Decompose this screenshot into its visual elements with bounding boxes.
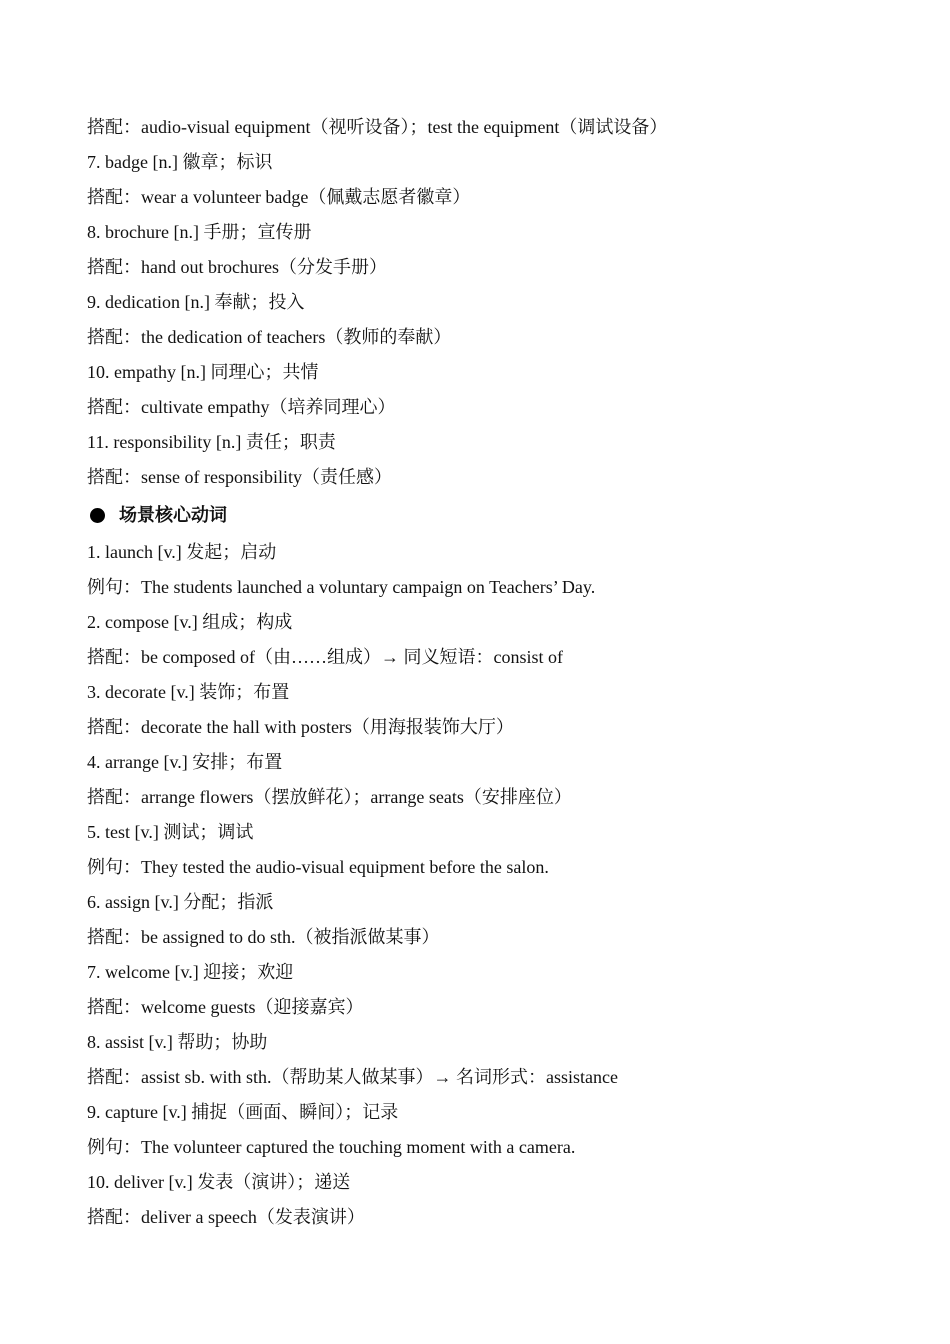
text-line: 1. launch [v.] 发起；启动: [87, 542, 277, 562]
text-line: 2. compose [v.] 组成；构成: [87, 612, 293, 632]
text-line: 搭配：arrange flowers（摆放鲜花）；arrange seats（安排座位）: [87, 787, 572, 807]
document-content: [87, 110, 887, 1235]
text-line: 搭配：deliver a speech（发表演讲）: [87, 1207, 365, 1227]
text-line: 例句：They tested the audio-visual equipment before the salon.: [87, 857, 549, 877]
text-line: 搭配：wear a volunteer badge（佩戴志愿者徽章）: [87, 187, 471, 207]
text-line: 4. arrange [v.] 安排；布置: [87, 752, 283, 772]
text-line: 搭配：audio-visual equipment（视听设备）；test the equipment（调试设备）: [87, 117, 668, 137]
text-line: 10. empathy [n.] 同理心；共情: [87, 362, 319, 382]
text-line: 搭配：the dedication of teachers（教师的奉献）: [87, 327, 452, 347]
bullet-icon: [90, 508, 105, 523]
text-line: 9. capture [v.] 捕捉（画面、瞬间）；记录: [87, 1102, 399, 1122]
text-line: 例句：The students launched a voluntary campaign on Teachers’ Day.: [87, 577, 596, 597]
text-line: 6. assign [v.] 分配；指派: [87, 892, 274, 912]
section-heading: [87, 495, 887, 535]
text-line: 搭配：be composed of（由……组成）→ 同义短语：consist of: [87, 647, 563, 667]
text-line: 搭配：cultivate empathy（培养同理心）: [87, 397, 396, 417]
text-line: 7. badge [n.] 徽章；标识: [87, 152, 273, 172]
text-line: 搭配：hand out brochures（分发手册）: [87, 257, 387, 277]
text-line: 搭配：welcome guests（迎接嘉宾）: [87, 997, 364, 1017]
text-line: 搭配：decorate the hall with posters（用海报装饰大厅）: [87, 717, 514, 737]
text-line: 11. responsibility [n.] 责任；职责: [87, 432, 336, 452]
text-line: 例句：The volunteer captured the touching moment with a camera.: [87, 1137, 576, 1157]
text-line: 7. welcome [v.] 迎接；欢迎: [87, 962, 294, 982]
text-line: 搭配：assist sb. with sth.（帮助某人做某事）→ 名词形式：assistance: [87, 1067, 618, 1087]
text-line: 9. dedication [n.] 奉献；投入: [87, 292, 305, 312]
text-line: 5. test [v.] 测试；调试: [87, 822, 254, 842]
text-line: 搭配：sense of responsibility（责任感）: [87, 467, 392, 487]
text-line: 10. deliver [v.] 发表（演讲）；递送: [87, 1172, 351, 1192]
section-title: 场景核心动词: [119, 505, 227, 525]
text-line: 3. decorate [v.] 装饰；布置: [87, 682, 290, 702]
text-line: 搭配：be assigned to do sth.（被指派做某事）: [87, 927, 440, 947]
text-line: 8. assist [v.] 帮助；协助: [87, 1032, 268, 1052]
text-line: 8. brochure [n.] 手册；宣传册: [87, 222, 312, 242]
